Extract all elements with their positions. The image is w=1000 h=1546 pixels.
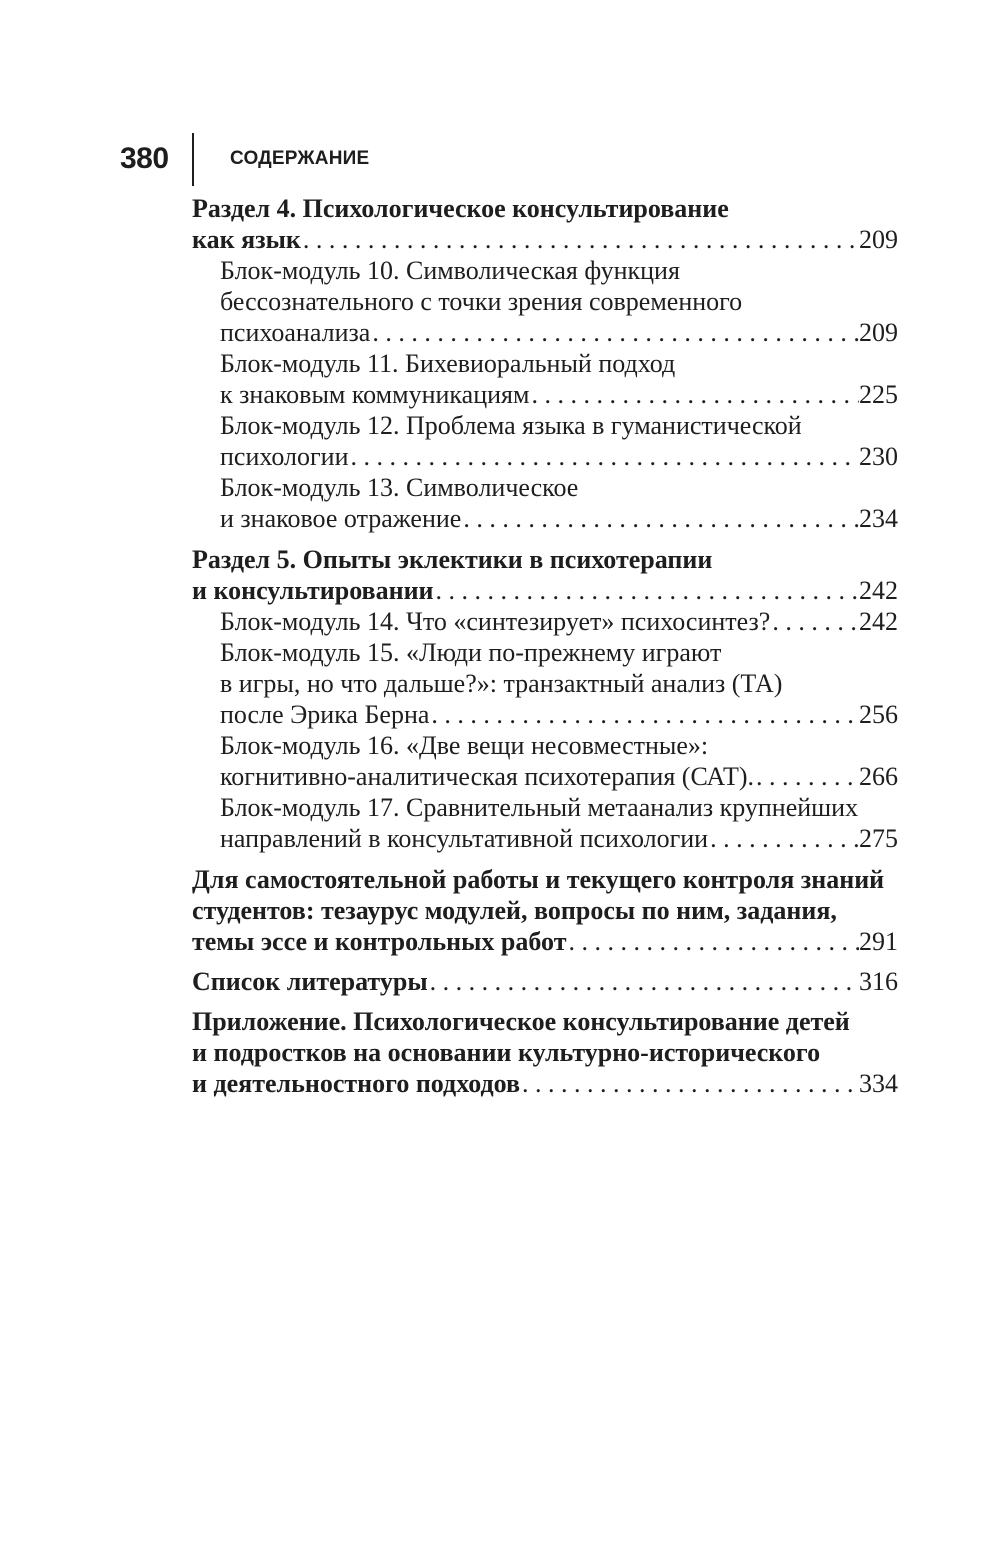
toc-page-number: 230	[859, 442, 898, 471]
toc-page-number: 275	[859, 824, 898, 853]
toc-entry-title-line: психоанализа	[220, 318, 371, 347]
dot-leader	[461, 503, 859, 534]
toc-spacer	[192, 997, 898, 1006]
toc-entry-title-line: Блок-модуль 12. Проблема языка в гуманистической	[220, 411, 802, 440]
toc-entry-title-line: и консультировании	[192, 576, 434, 605]
toc-entry-last-line	[220, 503, 898, 534]
toc-spacer	[192, 957, 898, 966]
toc-section-entry[interactable]	[192, 1006, 898, 1099]
toc-entry-last-line	[192, 966, 898, 997]
dot-leader	[566, 926, 859, 957]
dot-leader	[370, 317, 859, 348]
toc-module-entry[interactable]	[192, 606, 898, 637]
toc-entry-title-line: Раздел 5. Опыты эклектики в психотерапии	[192, 545, 713, 574]
toc-entry-last-line	[192, 575, 898, 606]
toc-section-entry[interactable]	[192, 193, 898, 255]
dot-leader	[529, 379, 859, 410]
dot-leader	[434, 575, 859, 606]
toc-entry-title-line: направлений в консультативной психологии	[220, 824, 709, 853]
toc-entry-last-line	[220, 699, 898, 730]
toc-entry-title-line: после Эрика Берна	[220, 700, 430, 729]
toc-entry-title-line: психологии	[220, 442, 349, 471]
toc-entry-title-line: Блок-модуль 13. Символическое	[220, 473, 579, 502]
toc-entry-title-line: к знаковым коммуникациям	[220, 380, 530, 409]
toc-entry-title-line: и подростков на основании культурно-исторического	[192, 1038, 821, 1067]
toc-entry-title-line: Блок-модуль 16. «Две вещи несовместные»:	[220, 731, 709, 760]
toc-entry-title-line: в игры, но что дальше?»: транзактный анализ (ТА)	[220, 669, 783, 698]
toc-module-entry[interactable]	[192, 255, 898, 348]
toc-entry-last-line	[192, 224, 898, 255]
toc-entry-last-line	[220, 823, 898, 854]
toc-page-number: 225	[859, 380, 898, 409]
toc-page-number: 209	[859, 318, 898, 347]
toc-entry-title-line: Раздел 4. Психологическое консультирование	[192, 194, 729, 223]
table-of-contents	[192, 193, 898, 1099]
dot-leader	[708, 823, 859, 854]
toc-entry-title-line: и деятельностного подходов	[192, 1069, 521, 1098]
toc-entry-last-line	[220, 441, 898, 472]
header-divider	[192, 133, 194, 186]
toc-module-entry[interactable]	[192, 792, 898, 854]
toc-page-number: 209	[859, 225, 898, 254]
toc-entry-title-line: Список литературы	[192, 967, 428, 996]
toc-entry-title-line: Блок-модуль 17. Сравнительный метаанализ крупнейших	[220, 793, 859, 822]
toc-page-number: 242	[859, 607, 898, 636]
toc-entry-title-line: Для самостоятельной работы и текущего контроля знаний	[192, 865, 885, 894]
toc-entry-last-line	[220, 317, 898, 348]
dot-leader	[520, 1068, 859, 1099]
toc-module-entry[interactable]	[192, 730, 898, 792]
toc-entry-title-line: Блок-модуль 14. Что «синтезирует» психосинтез?	[220, 607, 771, 636]
toc-entry-title-line: темы эссе и контрольных работ	[192, 927, 567, 956]
page-number: 380	[120, 142, 169, 175]
toc-page-number: 291	[859, 927, 898, 956]
toc-page-number: 256	[859, 700, 898, 729]
toc-section-entry[interactable]	[192, 966, 898, 997]
toc-section-entry[interactable]	[192, 864, 898, 957]
toc-spacer	[192, 534, 898, 544]
dot-leader	[349, 441, 859, 472]
toc-entry-title-line: Блок-модуль 15. «Люди по-прежнему играют	[220, 638, 722, 667]
toc-page-number: 316	[859, 967, 898, 996]
toc-entry-last-line	[192, 1068, 898, 1099]
toc-module-entry[interactable]	[192, 348, 898, 410]
dot-leader	[770, 606, 859, 637]
toc-entry-title-line: Приложение. Психологическое консультирование детей	[192, 1007, 850, 1036]
toc-entry-title-line: и знаковое отражение	[220, 504, 462, 533]
toc-entry-title-line: бессознательного с точки зрения современного	[220, 287, 743, 316]
toc-spacer	[192, 854, 898, 864]
toc-entry-title-line: Блок-модуль 10. Символическая функция	[220, 256, 680, 285]
running-title: СОДЕРЖАНИЕ	[230, 148, 370, 169]
toc-module-entry[interactable]	[192, 410, 898, 472]
toc-page-number: 242	[859, 576, 898, 605]
toc-module-entry[interactable]	[192, 472, 898, 534]
toc-entry-last-line	[220, 379, 898, 410]
toc-page-number: 266	[859, 762, 898, 791]
toc-entry-title-line: студентов: тезаурус модулей, вопросы по ним, задания,	[192, 896, 837, 925]
toc-entry-last-line	[220, 606, 898, 637]
toc-entry-title-line: Блок-модуль 11. Бихевиоральный подход	[220, 349, 676, 378]
toc-module-entry[interactable]	[192, 637, 898, 730]
toc-entry-title-line: когнитивно-аналитическая психотерапия (САТ).	[220, 762, 755, 791]
dot-leader	[429, 699, 859, 730]
dot-leader	[754, 761, 859, 792]
toc-page-number: 234	[859, 504, 898, 533]
toc-section-entry[interactable]	[192, 544, 898, 606]
toc-entry-last-line	[192, 926, 898, 957]
toc-entry-title-line: как язык	[192, 225, 301, 254]
dot-leader	[428, 966, 859, 997]
dot-leader	[301, 224, 859, 255]
toc-page-number: 334	[859, 1069, 898, 1098]
toc-entry-last-line	[220, 761, 898, 792]
